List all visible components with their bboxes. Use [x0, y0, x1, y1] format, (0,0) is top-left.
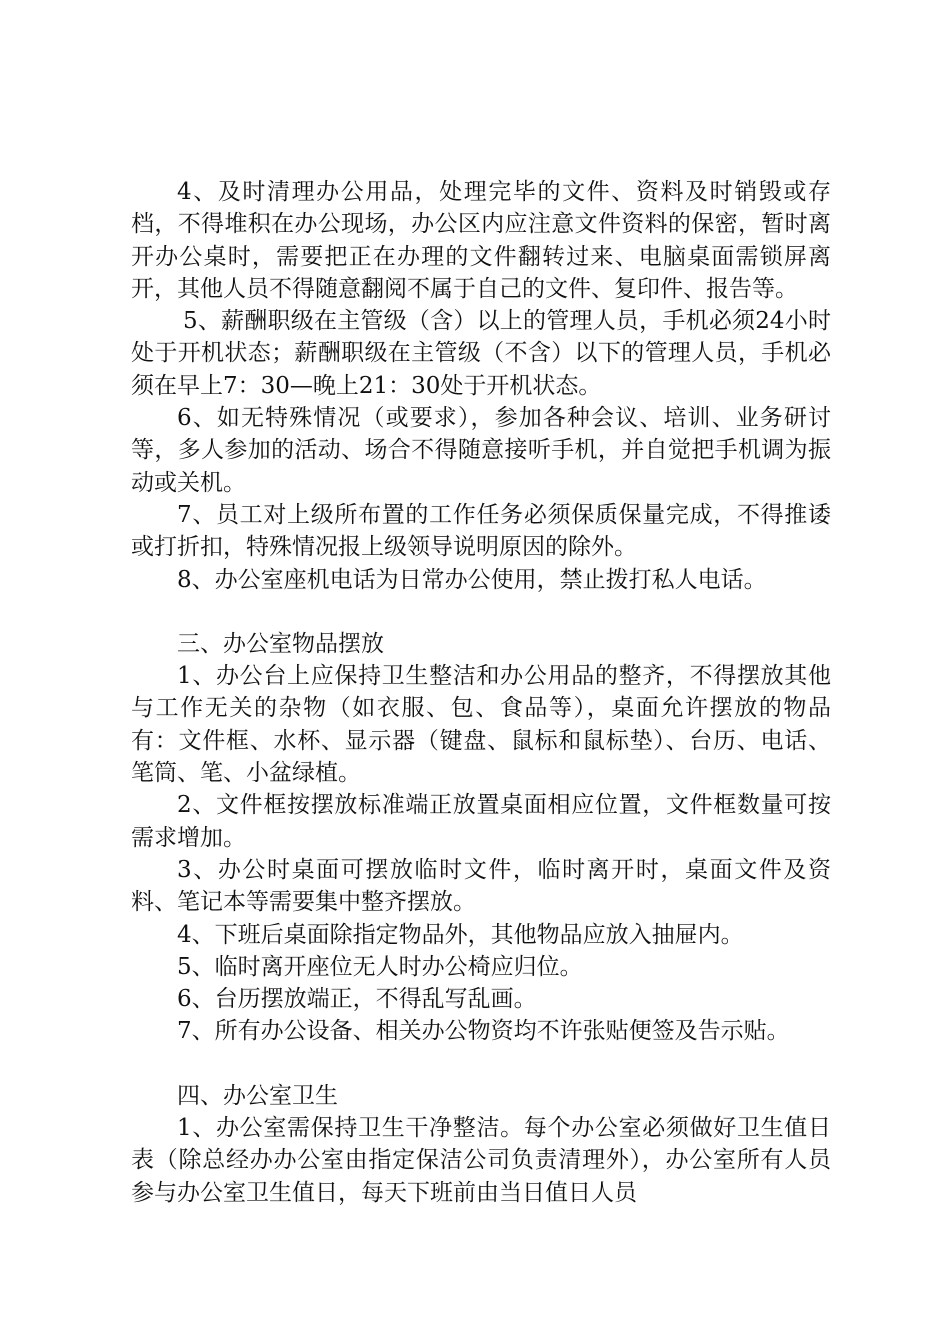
rule-item-8-landline: 8、办公室座机电话为日常办公使用，禁止拨打私人电话。: [177, 566, 767, 593]
placement-item-2: 2、文件框按摆放标准端正放置桌面相应位置，文件框数量可按需求增加。: [131, 792, 831, 851]
placement-item-4: 4、下班后桌面除指定物品外，其他物品应放入抽屉内。: [177, 921, 744, 948]
section-heading-hygiene: 四、办公室卫生: [177, 1082, 338, 1109]
rule-item-4-documents: 4、及时清理办公用品，处理完毕的文件、资料及时销毁或存档，不得堆积在办公现场，办公区内应注意文件资料的保密，暂时离开办公桌时，需要把正在办理的文件翻转过来、电脑桌面需锁屏离开，其他人员不得随意翻阅不属于自己的文件、复印件、报告等。: [131, 179, 831, 302]
placement-item-5: 5、临时离开座位无人时办公椅应归位。: [177, 953, 583, 980]
placement-item-1: 1、办公台上应保持卫生整洁和办公用品的整齐，不得摆放其他与工作无关的杂物（如衣服、包、食品等），桌面允许摆放的物品有：文件框、水杯、显示器（键盘、鼠标和鼠标垫）、台历、电话、笔筒、笔、小盆绿植。: [131, 663, 831, 787]
rule-item-5-phone-status: 5、薪酬职级在主管级（含）以上的管理人员，手机必须24小时处于开机状态；薪酬职级在主管级（不含）以下的管理人员，手机必须在早上7：30—晚上21：30处于开机状态。: [131, 308, 831, 399]
section-heading-placement: 三、办公室物品摆放: [177, 630, 384, 657]
hygiene-item-1: 1、办公室需保持卫生干净整洁。每个办公室必须做好卫生值日表（除总经办办公室由指定保洁公司负责清理外），办公室所有人员参与办公室卫生值日，每天下班前由当日值日人员: [131, 1115, 831, 1206]
placement-item-3: 3、办公时桌面可摆放临时文件，临时离开时，桌面文件及资料、笔记本等需要集中整齐摆放。: [131, 856, 831, 916]
rule-item-6-meetings: 6、如无特殊情况（或要求），参加各种会议、培训、业务研讨等，多人参加的活动、场合不得随意接听手机，并自觉把手机调为振动或关机。: [131, 405, 831, 496]
section-gap: [131, 1048, 831, 1080]
section-gap: [131, 596, 831, 628]
document-page: [131, 176, 831, 1209]
rule-item-7-tasks: 7、员工对上级所布置的工作任务必须保质保量完成，不得推诿或打折扣，特殊情况报上级领导说明原因的除外。: [131, 501, 831, 561]
placement-item-7: 7、所有办公设备、相关办公物资均不许张贴便签及告示贴。: [177, 1018, 790, 1045]
placement-item-6: 6、台历摆放端正，不得乱写乱画。: [177, 986, 537, 1013]
